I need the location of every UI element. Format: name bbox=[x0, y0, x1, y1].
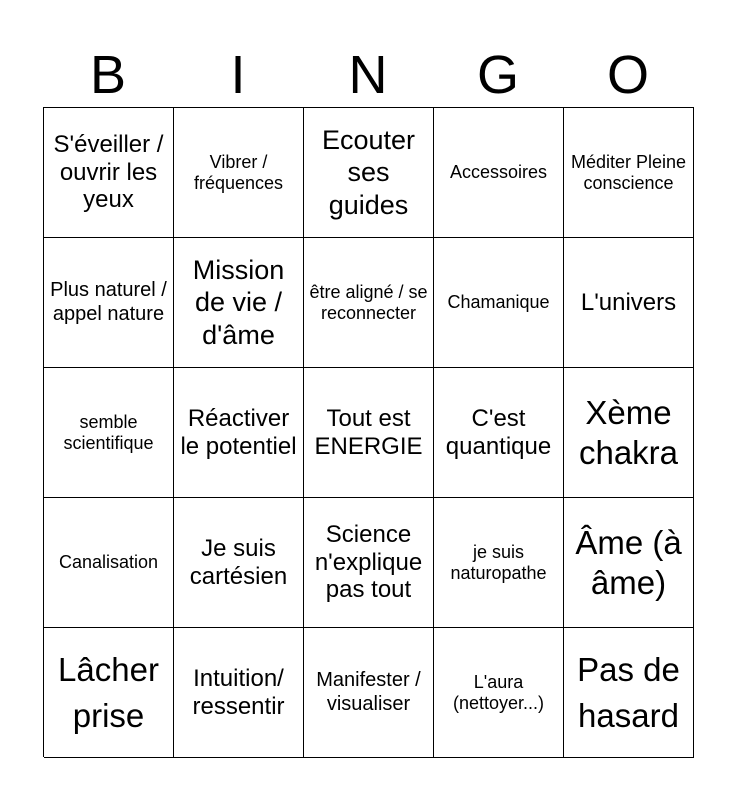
header-letter-b: B bbox=[89, 45, 127, 105]
bingo-cell-r2-c1[interactable]: Plus naturel / appel nature bbox=[44, 238, 174, 368]
header-letter-o: O bbox=[606, 45, 649, 105]
bingo-cell-r1-c3[interactable]: Ecouter ses guides bbox=[304, 108, 434, 238]
bingo-cell-r5-c5[interactable]: Pas de hasard bbox=[564, 628, 694, 758]
bingo-cell-r4-c3[interactable]: Science n'explique pas tout bbox=[304, 498, 434, 628]
bingo-cell-r1-c5[interactable]: Méditer Pleine conscience bbox=[564, 108, 694, 238]
bingo-cell-r5-c3[interactable]: Manifester / visualiser bbox=[304, 628, 434, 758]
bingo-cell-r3-c4[interactable]: C'est quantique bbox=[434, 368, 564, 498]
bingo-cell-r1-c4[interactable]: Accessoires bbox=[434, 108, 564, 238]
bingo-cell-r5-c1[interactable]: Lâcher prise bbox=[44, 628, 174, 758]
header-letter-i: I bbox=[230, 45, 246, 105]
bingo-header bbox=[43, 44, 693, 106]
bingo-cell-r3-c1[interactable]: semble scientifique bbox=[44, 368, 174, 498]
bingo-cell-r1-c2[interactable]: Vibrer / fréquences bbox=[174, 108, 304, 238]
bingo-cell-r2-c4[interactable]: Chamanique bbox=[434, 238, 564, 368]
bingo-cell-r2-c3[interactable]: être aligné / se reconnecter bbox=[304, 238, 434, 368]
bingo-cell-r4-c2[interactable]: Je suis cartésien bbox=[174, 498, 304, 628]
bingo-cell-r1-c1[interactable]: S'éveiller / ouvrir les yeux bbox=[44, 108, 174, 238]
bingo-cell-r4-c1[interactable]: Canalisation bbox=[44, 498, 174, 628]
bingo-cell-r3-c3[interactable]: Tout est ENERGIE bbox=[304, 368, 434, 498]
bingo-cell-r5-c4[interactable]: L'aura (nettoyer...) bbox=[434, 628, 564, 758]
bingo-cell-r5-c2[interactable]: Intuition/ ressentir bbox=[174, 628, 304, 758]
header-letter-n: N bbox=[348, 45, 388, 105]
bingo-cell-r4-c4[interactable]: je suis naturopathe bbox=[434, 498, 564, 628]
header-letter-g: G bbox=[476, 45, 519, 105]
bingo-cell-r3-c5[interactable]: Xème chakra bbox=[564, 368, 694, 498]
bingo-cell-r4-c5[interactable]: Âme (à âme) bbox=[564, 498, 694, 628]
bingo-cell-r2-c5[interactable]: L'univers bbox=[564, 238, 694, 368]
bingo-cell-r3-c2[interactable]: Réactiver le potentiel bbox=[174, 368, 304, 498]
bingo-cell-r2-c2[interactable]: Mission de vie / d'âme bbox=[174, 238, 304, 368]
bingo-card-grid bbox=[43, 107, 694, 757]
